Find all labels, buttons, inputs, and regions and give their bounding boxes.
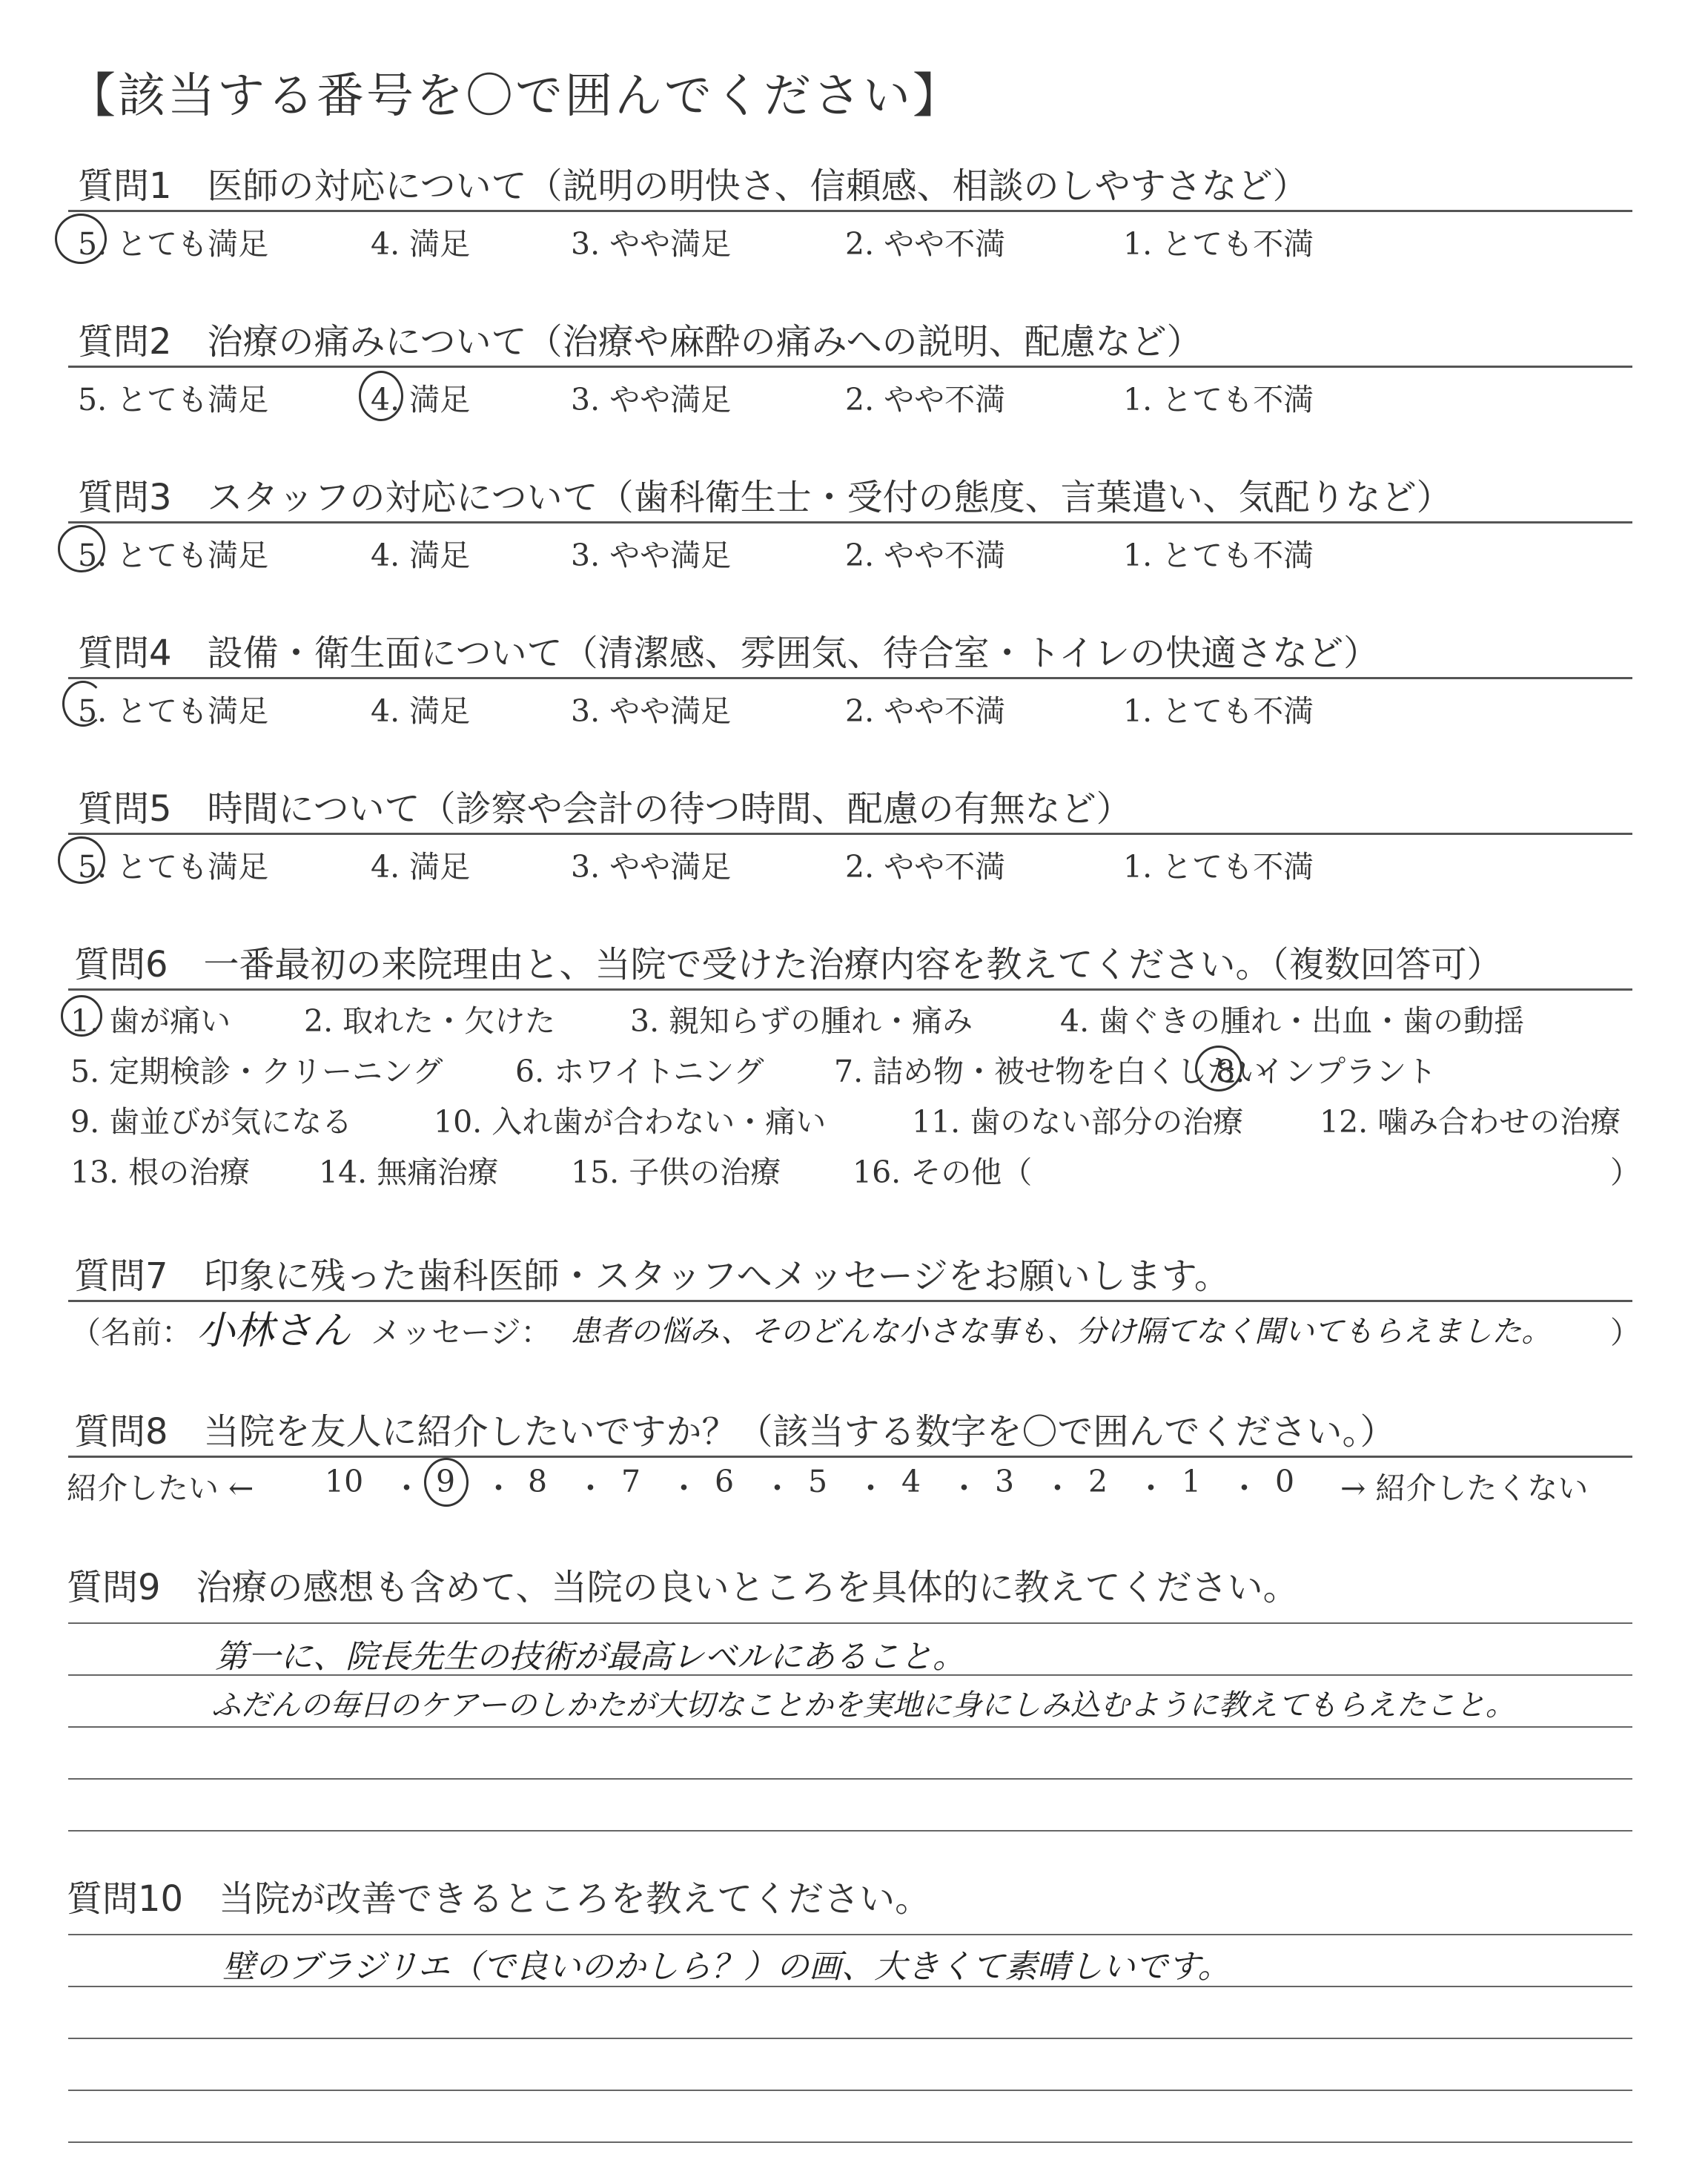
option-3: 3. やや満足 — [571, 693, 732, 729]
treatment-option-4: 4. 歯ぐきの腫れ・出血・歯の動揺 — [1060, 1003, 1525, 1039]
answer-circle — [55, 214, 107, 264]
close-paren: ） — [1610, 1315, 1641, 1350]
writing-line — [68, 2038, 1632, 2039]
question-2-heading: 質問2 治療の痛みについて（治療や麻酔の痛みへの説明、配慮など） — [78, 321, 1202, 363]
scale-separator: ・ — [762, 1470, 792, 1506]
writing-line — [68, 1934, 1632, 1935]
option-4: 4. 満足 — [371, 693, 471, 729]
option-1: 1. とても不満 — [1123, 382, 1314, 417]
name-value: 小林さん — [196, 1309, 351, 1353]
divider — [68, 366, 1632, 368]
scale-2: 2 — [1088, 1464, 1108, 1499]
writing-line — [68, 1830, 1632, 1832]
scale-separator: ・ — [483, 1470, 514, 1506]
answer-line-1: 壁のブラジリエ（で良いのかしら？）の画、大きくて素晴しいです。 — [222, 1948, 1231, 1986]
scale-10: 10 — [325, 1464, 364, 1499]
treatment-option-6: 6. ホワイトニング — [515, 1054, 764, 1089]
question-4-heading: 質問4 設備・衛生面について（清潔感、雰囲気、待合室・トイレの快適さなど） — [78, 633, 1380, 674]
question-5-heading: 質問5 時間について（診察や会計の待つ時間、配慮の有無など） — [78, 788, 1132, 830]
scale-8: 8 — [528, 1464, 548, 1499]
scale-6: 6 — [715, 1464, 735, 1499]
scale-3: 3 — [995, 1464, 1015, 1499]
scale-separator: ・ — [391, 1470, 422, 1506]
scale-9: 9 — [436, 1464, 456, 1499]
option-2: 2. やや不満 — [845, 226, 1006, 262]
scale-7: 7 — [621, 1464, 641, 1499]
message-label: メッセージ： — [371, 1315, 552, 1350]
scale-separator: ・ — [669, 1470, 699, 1506]
recommend-label: 紹介したい ← — [67, 1470, 254, 1506]
answer-line-2: ふだんの毎日のケアーのしかたが大切なことかを実地に身にしみ込むように教えてもらえたこと。 — [211, 1688, 1515, 1723]
treatment-option-8: 8. インプラント — [1216, 1054, 1437, 1089]
scale-separator: ・ — [1229, 1470, 1260, 1506]
option-2: 2. やや不満 — [845, 538, 1006, 573]
treatment-option-12: 12. 噛み合わせの治療 — [1320, 1104, 1621, 1140]
scale-4: 4 — [901, 1464, 921, 1499]
answer-circle — [359, 371, 403, 421]
answer-circle — [62, 681, 104, 727]
divider — [68, 521, 1632, 524]
writing-line — [68, 1778, 1632, 1780]
question-1-heading: 質問1 医師の対応について（説明の明快さ、信頼感、相談のしやすさなど） — [78, 165, 1308, 207]
option-3: 3. やや満足 — [571, 538, 732, 573]
answer-circle — [1195, 1046, 1242, 1091]
option-3: 3. やや満足 — [571, 849, 732, 885]
scale-5: 5 — [808, 1464, 828, 1499]
treatment-option-3: 3. 親知らずの腫れ・痛み — [630, 1003, 973, 1039]
option-1: 1. とても不満 — [1123, 849, 1314, 885]
scale-separator: ・ — [949, 1470, 979, 1506]
scale-0: 0 — [1275, 1464, 1295, 1499]
writing-line — [68, 1622, 1632, 1624]
divider — [68, 677, 1632, 679]
question-7-heading: 質問7 印象に残った歯科医師・スタッフへメッセージをお願いします。 — [74, 1255, 1230, 1297]
answer-line-1: 第一に、院長先生の技術が最高レベルにあること。 — [215, 1638, 965, 1676]
page-title: 【該当する番号を〇で囲んでください】 — [68, 69, 962, 124]
writing-line — [68, 2090, 1632, 2091]
option-3: 3. やや満足 — [571, 226, 732, 262]
writing-line — [68, 2141, 1632, 2143]
option-5: 5. とても満足 — [78, 693, 269, 729]
question-10-heading: 質問10 当院が改善できるところを教えてください。 — [67, 1878, 931, 1920]
answer-circle — [58, 525, 105, 572]
option-2: 2. やや不満 — [845, 693, 1006, 729]
question-8-heading: 質問8 当院を友人に紹介したいですか？（該当する数字を〇で囲んでください。） — [74, 1411, 1396, 1453]
scale-separator: ・ — [855, 1470, 886, 1506]
not-recommend-label: → 紹介したくない — [1340, 1470, 1589, 1506]
scale-separator: ・ — [1136, 1470, 1166, 1506]
treatment-option-11: 11. 歯のない部分の治療 — [912, 1104, 1244, 1140]
option-4: 4. 満足 — [371, 382, 471, 417]
divider — [68, 988, 1632, 991]
treatment-option-5: 5. 定期検診・クリーニング — [70, 1054, 443, 1089]
option-5: 5. とても満足 — [78, 538, 269, 573]
option-3: 3. やや満足 — [571, 382, 732, 417]
option-1: 1. とても不満 — [1123, 226, 1314, 262]
divider — [68, 210, 1632, 212]
treatment-option-7: 7. 詰め物・被せ物を白くしたい — [834, 1054, 1268, 1089]
option-4: 4. 満足 — [371, 849, 471, 885]
scale-separator: ・ — [1042, 1470, 1073, 1506]
treatment-option-9: 9. 歯並びが気になる — [70, 1104, 353, 1140]
scale-1: 1 — [1182, 1464, 1202, 1499]
option-2: 2. やや不満 — [845, 382, 1006, 417]
divider — [68, 833, 1632, 835]
message-value: 患者の悩み、そのどんな小さな事も、分け隔てなく聞いてもらえました。 — [571, 1315, 1552, 1349]
option-1: 1. とても不満 — [1123, 693, 1314, 729]
option-2: 2. やや不満 — [845, 849, 1006, 885]
divider — [68, 1456, 1632, 1458]
option-5: 5. とても満足 — [78, 382, 269, 417]
scale-separator: ・ — [575, 1470, 606, 1506]
name-label: （名前： — [70, 1315, 192, 1350]
option-1: 1. とても不満 — [1123, 538, 1314, 573]
question-6-heading: 質問6 一番最初の来院理由と、当院で受けた治療内容を教えてください。（複数回答可） — [74, 944, 1503, 985]
question-9-heading: 質問9 治療の感想も含めて、当院の良いところを具体的に教えてください。 — [67, 1567, 1299, 1608]
treatment-option-15: 15. 子供の治療 — [571, 1155, 781, 1190]
answer-circle — [424, 1458, 469, 1507]
writing-line — [68, 1726, 1632, 1728]
option-4: 4. 満足 — [371, 538, 471, 573]
treatment-option-1: 1. 歯が痛い — [70, 1003, 231, 1039]
treatment-option-2: 2. 取れた・欠けた — [304, 1003, 556, 1039]
question-3-heading: 質問3 スタッフの対応について（歯科衛生士・受付の態度、言葉遣い、気配りなど） — [78, 477, 1452, 518]
answer-circle — [61, 995, 102, 1037]
treatment-option-10: 10. 入れ歯が合わない・痛い — [434, 1104, 827, 1140]
treatment-option-16: 16. その他（ — [853, 1155, 1033, 1190]
answer-circle — [58, 836, 105, 884]
option-5: 5. とても満足 — [78, 226, 269, 262]
treatment-option-13: 13. 根の治療 — [70, 1155, 251, 1190]
option-5: 5. とても満足 — [78, 849, 269, 885]
option-4: 4. 満足 — [371, 226, 471, 262]
close-paren: ） — [1610, 1155, 1641, 1190]
treatment-option-14: 14. 無痛治療 — [319, 1155, 499, 1190]
